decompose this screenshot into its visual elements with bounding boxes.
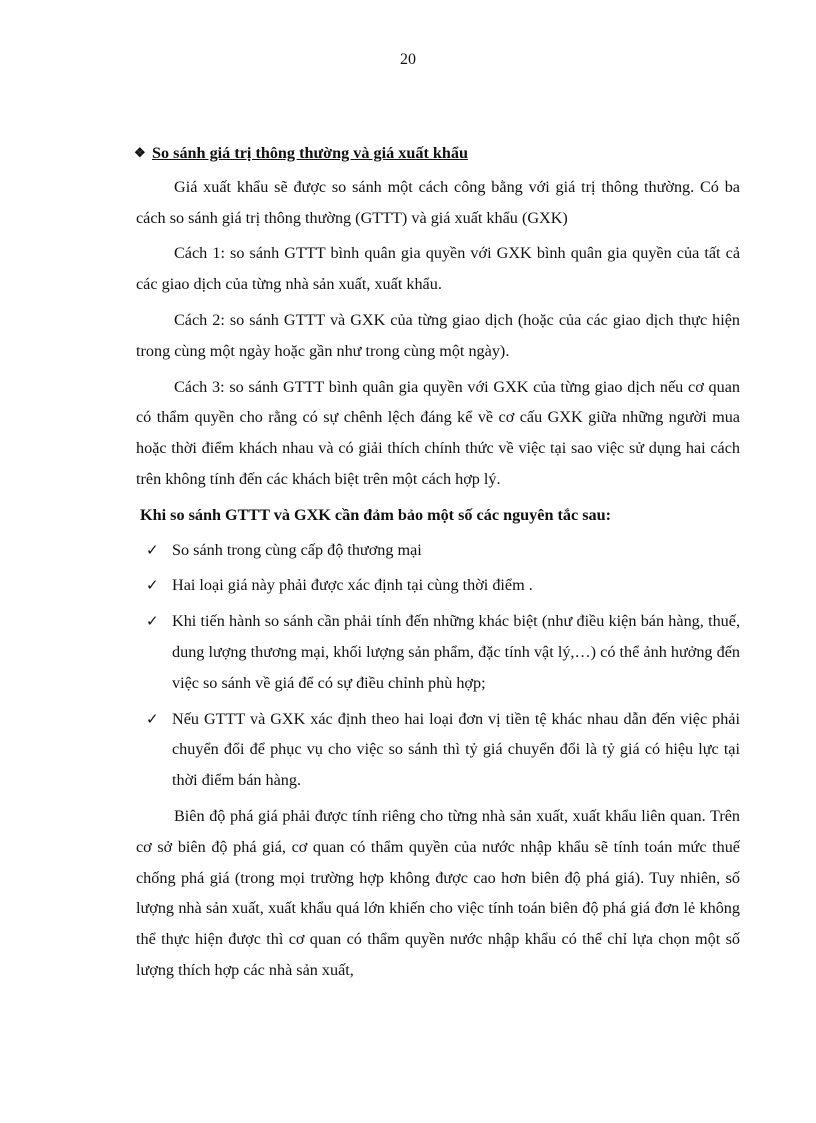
- checkmark-icon: ✓: [146, 709, 159, 728]
- paragraph: Giá xuất khẩu sẽ được so sánh một cách công bằng với giá trị thông thường. Có ba cách so sánh giá trị thông thường (GTTT) và giá xuất khẩu (GXK): [136, 177, 740, 227]
- list-item: [136, 704, 740, 796]
- list-item: [136, 535, 740, 566]
- diamond-bullet-icon: ❖: [134, 145, 146, 160]
- checkmark-icon: ✓: [146, 576, 159, 595]
- page-number: 20: [400, 51, 416, 68]
- list-item: [136, 570, 740, 601]
- paragraph: Biên độ phá giá phải được tính riêng cho từng nhà sản xuất, xuất khẩu liên quan. Trên cơ sở biên độ phá giá, cơ quan có thẩm quyền của nước nhập khẩu sẽ tính toán mức thuế chống phá giá (trong mọi trường hợp không được cao hơn biên độ phá giá). Tuy nhiên, số lượng nhà sản xuất, xuất khẩu quá lớn khiến cho việc tính toán biên độ phá giá đơn lẻ không thể thực hiện được thì cơ quan có thẩm quyền nước nhập khẩu có thể chỉ lựa chọn một số lượng thích hợp các nhà sản xuất,: [136, 806, 740, 979]
- list-item-text: So sánh trong cùng cấp độ thương mại: [172, 540, 422, 559]
- list-item-text: Nếu GTTT và GXK xác định theo hai loại đơn vị tiền tệ khác nhau dẫn đến việc phải chuyển đổi để phục vụ cho việc so sánh thì tỷ giá chuyển đổi là tỷ giá có hiệu lực tại thời điểm bán hàng.: [172, 709, 740, 790]
- list-item-text: Hai loại giá này phải được xác định tại cùng thời điểm .: [172, 576, 533, 595]
- list-item: [136, 606, 740, 698]
- checkmark-icon: ✓: [146, 540, 159, 559]
- section-heading: [134, 138, 740, 170]
- page-content: [136, 138, 740, 991]
- list-item-text: Khi tiến hành so sánh cần phải tính đến những khác biệt (như điều kiện bán hàng, thuế, dung lượng thương mại, khối lượng sản phẩm, đặc tính vật lý,…) có thể ảnh hưởng đến việc so sánh về giá để có sự điều chỉnh phù hợp;: [172, 612, 740, 692]
- checkmark-icon: ✓: [146, 612, 159, 631]
- paragraph: Cách 3: so sánh GTTT bình quân gia quyền với GXK của từng giao dịch nếu cơ quan có thẩm quyền cho rằng có sự chênh lệch đáng kể về cơ cấu GXK giữa những người mua hoặc thời điểm khách nhau và có giải thích chính thức về việc tại sao việc sử dụng hai cách trên không tính đến các khách biệt trên một cách hợp lý.: [136, 377, 740, 488]
- paragraph: Cách 2: so sánh GTTT và GXK của từng giao dịch (hoặc của các giao dịch thực hiện trong cùng một ngày hoặc gần như trong cùng một ngày).: [136, 310, 740, 360]
- principles-heading: Khi so sánh GTTT và GXK cần đảm bảo một số các nguyên tắc sau:: [140, 505, 612, 524]
- paragraph: Cách 1: so sánh GTTT bình quân gia quyền với GXK bình quân gia quyền của tất cả các giao dịch của từng nhà sản xuất, xuất khẩu.: [136, 244, 740, 294]
- principles-list: [136, 535, 740, 796]
- section-heading-text: So sánh giá trị thông thường và giá xuất khẩu: [152, 144, 468, 162]
